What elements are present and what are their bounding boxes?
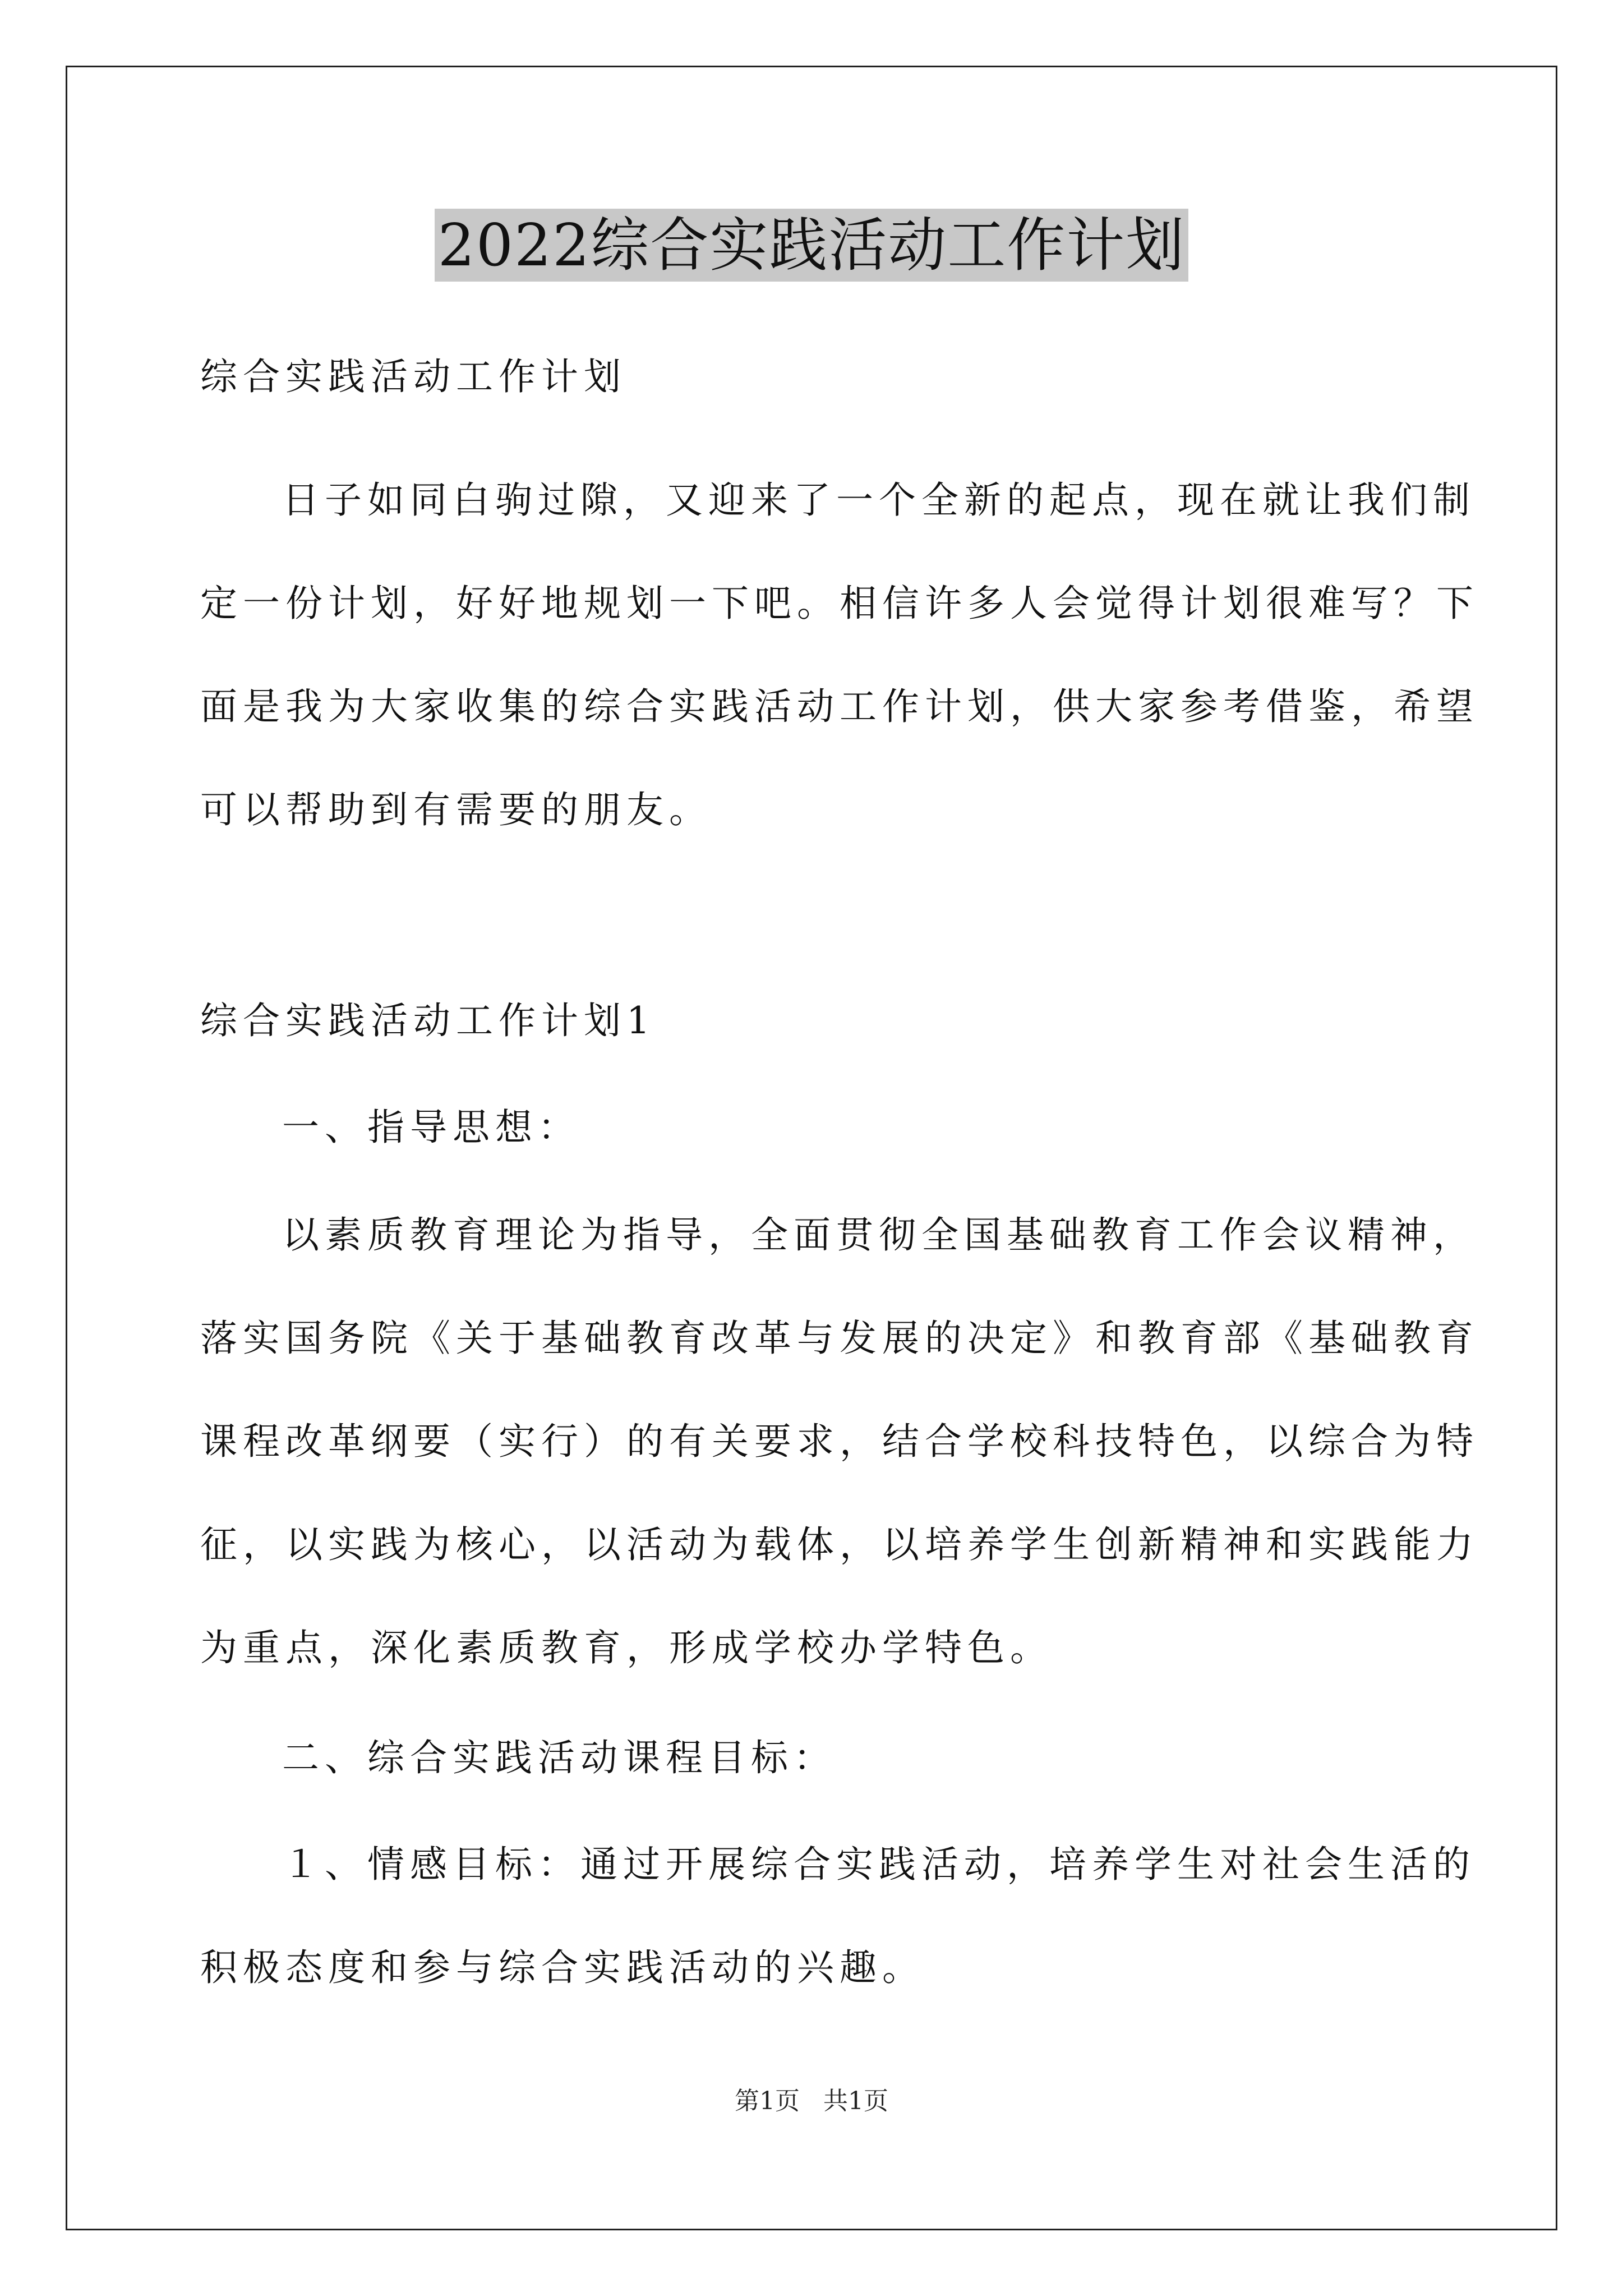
guiding-line: 课程改革纲要（实行）的有关要求，结合学校科技特色，以综合为特: [200, 1420, 1479, 1463]
goal1-line: 积极态度和参与综合实践活动的兴趣。: [200, 1946, 925, 1989]
guiding-line: 以素质教育理论为指导，全面贯彻全国基础教育工作会议精神，: [282, 1213, 1476, 1257]
document-subtitle: 综合实践活动工作计划: [200, 355, 626, 398]
document-title: 2022综合实践活动工作计划: [435, 209, 1189, 282]
page-total: 共1页: [823, 2087, 888, 2115]
guiding-paragraph: [200, 1184, 1479, 1700]
intro-line: 日子如同白驹过隙，又迎来了一个全新的起点，现在就让我们制: [282, 478, 1476, 522]
guiding-line: 落实国务院《关于基础教育改革与发展的决定》和教育部《基础教育: [200, 1317, 1479, 1360]
goal1-paragraph: [200, 1813, 1476, 2019]
guiding-line: 征，以实践为核心，以活动为载体，以培养学生创新精神和实践能力: [200, 1523, 1479, 1566]
guiding-line: 为重点，深化素质教育，形成学校办学特色。: [200, 1626, 1053, 1669]
section-heading: 综合实践活动工作计划1: [200, 999, 656, 1042]
page-number: 第1页: [735, 2087, 800, 2115]
intro-paragraph: [200, 449, 1479, 862]
heading-guiding-thought: 一、指导思想：: [282, 1106, 580, 1149]
page-footer: [0, 2086, 1623, 2117]
intro-line: 定一份计划，好好地规划一下吧。相信许多人会觉得计划很难写？下: [200, 582, 1479, 625]
intro-line: 可以帮助到有需要的朋友。: [200, 788, 712, 831]
title-container: [0, 209, 1623, 282]
goal1-line: １、情感目标：通过开展综合实践活动，培养学生对社会生活的: [282, 1843, 1476, 1886]
intro-line: 面是我为大家收集的综合实践活动工作计划，供大家参考借鉴，希望: [200, 685, 1479, 728]
heading-course-goals: 二、综合实践活动课程目标：: [282, 1736, 836, 1779]
